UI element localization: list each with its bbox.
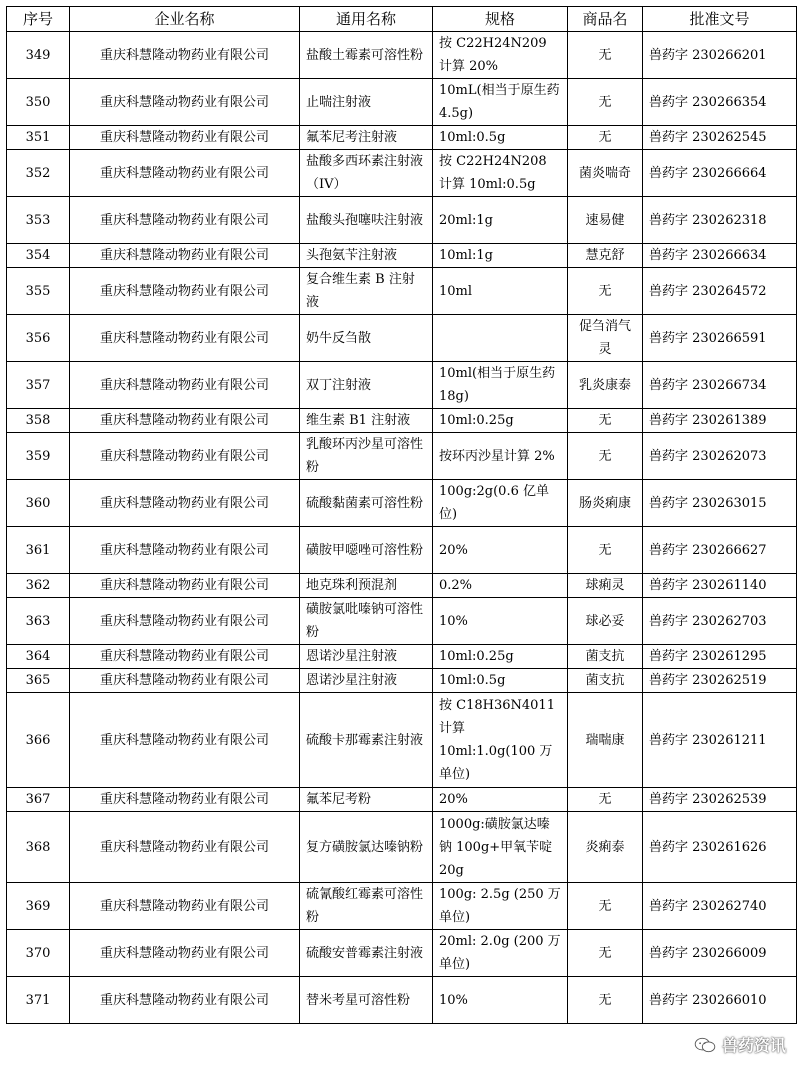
company-name: 重庆科慧隆动物药业有限公司 bbox=[70, 32, 300, 79]
generic-name: 恩诺沙星注射液 bbox=[300, 645, 433, 669]
specification: 20% bbox=[433, 527, 568, 574]
approval-number: 兽药字 230266354 bbox=[643, 79, 797, 126]
brand-name: 炎痢泰 bbox=[568, 812, 643, 883]
company-name: 重庆科慧隆动物药业有限公司 bbox=[70, 693, 300, 788]
generic-name: 恩诺沙星注射液 bbox=[300, 669, 433, 693]
company-name: 重庆科慧隆动物药业有限公司 bbox=[70, 883, 300, 930]
generic-name: 复方磺胺氯达嗪钠粉 bbox=[300, 812, 433, 883]
company-name: 重庆科慧隆动物药业有限公司 bbox=[70, 598, 300, 645]
header-no: 序号 bbox=[7, 7, 70, 32]
brand-name: 无 bbox=[568, 126, 643, 150]
approval-number: 兽药字 230262519 bbox=[643, 669, 797, 693]
table-row bbox=[7, 812, 797, 883]
company-name: 重庆科慧隆动物药业有限公司 bbox=[70, 930, 300, 977]
row-number: 355 bbox=[7, 268, 70, 315]
table-row bbox=[7, 480, 797, 527]
approval-number: 兽药字 230264572 bbox=[643, 268, 797, 315]
generic-name: 氟苯尼考粉 bbox=[300, 788, 433, 812]
specification: 10ml:0.25g bbox=[433, 409, 568, 433]
approval-number: 兽药字 230266009 bbox=[643, 930, 797, 977]
approval-number: 兽药字 230266010 bbox=[643, 977, 797, 1024]
brand-name: 球必妥 bbox=[568, 598, 643, 645]
approval-number: 兽药字 230262539 bbox=[643, 788, 797, 812]
approval-number: 兽药字 230262740 bbox=[643, 883, 797, 930]
brand-name: 无 bbox=[568, 977, 643, 1024]
company-name: 重庆科慧隆动物药业有限公司 bbox=[70, 574, 300, 598]
table-row bbox=[7, 788, 797, 812]
generic-name: 磺胺甲噁唑可溶性粉 bbox=[300, 527, 433, 574]
table-row bbox=[7, 598, 797, 645]
specification: 10ml:0.25g bbox=[433, 645, 568, 669]
brand-name: 无 bbox=[568, 930, 643, 977]
row-number: 354 bbox=[7, 244, 70, 268]
table-row bbox=[7, 574, 797, 598]
brand-name: 无 bbox=[568, 409, 643, 433]
row-number: 356 bbox=[7, 315, 70, 362]
brand-name: 慧克舒 bbox=[568, 244, 643, 268]
row-number: 371 bbox=[7, 977, 70, 1024]
row-number: 362 bbox=[7, 574, 70, 598]
header-generic-name: 通用名称 bbox=[300, 7, 433, 32]
table-row bbox=[7, 150, 797, 197]
brand-name: 无 bbox=[568, 883, 643, 930]
row-number: 351 bbox=[7, 126, 70, 150]
approval-number: 兽药字 230266591 bbox=[643, 315, 797, 362]
table-row bbox=[7, 645, 797, 669]
specification: 1000g:磺胺氯达嗪钠 100g+甲氧苄啶 20g bbox=[433, 812, 568, 883]
table-row bbox=[7, 268, 797, 315]
approval-number: 兽药字 230261211 bbox=[643, 693, 797, 788]
specification: 按环丙沙星计算 2% bbox=[433, 433, 568, 480]
specification: 20ml: 2.0g (200 万单位) bbox=[433, 930, 568, 977]
company-name: 重庆科慧隆动物药业有限公司 bbox=[70, 126, 300, 150]
table-row bbox=[7, 315, 797, 362]
approval-number: 兽药字 230266634 bbox=[643, 244, 797, 268]
header-company: 企业名称 bbox=[70, 7, 300, 32]
generic-name: 硫酸黏菌素可溶性粉 bbox=[300, 480, 433, 527]
generic-name: 乳酸环丙沙星可溶性粉 bbox=[300, 433, 433, 480]
approval-number: 兽药字 230266734 bbox=[643, 362, 797, 409]
generic-name: 盐酸头孢噻呋注射液 bbox=[300, 197, 433, 244]
specification: 10ml:0.5g bbox=[433, 669, 568, 693]
specification: 0.2% bbox=[433, 574, 568, 598]
specification: 10ml:1g bbox=[433, 244, 568, 268]
brand-name: 乳炎康泰 bbox=[568, 362, 643, 409]
specification: 10ml(相当于原生药 18g) bbox=[433, 362, 568, 409]
row-number: 370 bbox=[7, 930, 70, 977]
specification: 20% bbox=[433, 788, 568, 812]
generic-name: 磺胺氯吡嗪钠可溶性粉 bbox=[300, 598, 433, 645]
company-name: 重庆科慧隆动物药业有限公司 bbox=[70, 977, 300, 1024]
brand-name: 菌支抗 bbox=[568, 669, 643, 693]
company-name: 重庆科慧隆动物药业有限公司 bbox=[70, 409, 300, 433]
row-number: 366 bbox=[7, 693, 70, 788]
brand-name: 无 bbox=[568, 527, 643, 574]
approval-number: 兽药字 230266201 bbox=[643, 32, 797, 79]
generic-name: 双丁注射液 bbox=[300, 362, 433, 409]
table-row bbox=[7, 693, 797, 788]
table-row bbox=[7, 79, 797, 126]
approval-number: 兽药字 230266627 bbox=[643, 527, 797, 574]
specification: 按 C22H24N208 计算 10ml:0.5g bbox=[433, 150, 568, 197]
generic-name: 地克珠利预混剂 bbox=[300, 574, 433, 598]
specification: 100g: 2.5g (250 万单位) bbox=[433, 883, 568, 930]
generic-name: 氟苯尼考注射液 bbox=[300, 126, 433, 150]
generic-name: 硫酸卡那霉素注射液 bbox=[300, 693, 433, 788]
generic-name: 复合维生素 B 注射液 bbox=[300, 268, 433, 315]
company-name: 重庆科慧隆动物药业有限公司 bbox=[70, 480, 300, 527]
generic-name: 硫酸安普霉素注射液 bbox=[300, 930, 433, 977]
document-page bbox=[6, 6, 797, 1024]
specification: 10ml bbox=[433, 268, 568, 315]
table-row bbox=[7, 930, 797, 977]
watermark-text: 兽药资讯 bbox=[721, 1036, 786, 1055]
generic-name: 奶牛反刍散 bbox=[300, 315, 433, 362]
generic-name: 止喘注射液 bbox=[300, 79, 433, 126]
drug-approval-table bbox=[6, 6, 797, 1024]
brand-name: 无 bbox=[568, 79, 643, 126]
specification: 20ml:1g bbox=[433, 197, 568, 244]
row-number: 360 bbox=[7, 480, 70, 527]
brand-name: 菌支抗 bbox=[568, 645, 643, 669]
brand-name: 无 bbox=[568, 433, 643, 480]
brand-name: 无 bbox=[568, 268, 643, 315]
row-number: 367 bbox=[7, 788, 70, 812]
company-name: 重庆科慧隆动物药业有限公司 bbox=[70, 645, 300, 669]
wechat-icon bbox=[694, 1037, 716, 1053]
generic-name: 头孢氨苄注射液 bbox=[300, 244, 433, 268]
approval-number: 兽药字 230266664 bbox=[643, 150, 797, 197]
company-name: 重庆科慧隆动物药业有限公司 bbox=[70, 244, 300, 268]
brand-name: 瑞喘康 bbox=[568, 693, 643, 788]
table-row bbox=[7, 527, 797, 574]
brand-name: 球痢灵 bbox=[568, 574, 643, 598]
header-brand: 商品名 bbox=[568, 7, 643, 32]
row-number: 368 bbox=[7, 812, 70, 883]
specification: 10% bbox=[433, 977, 568, 1024]
generic-name: 硫氰酸红霉素可溶性粉 bbox=[300, 883, 433, 930]
company-name: 重庆科慧隆动物药业有限公司 bbox=[70, 812, 300, 883]
specification: 10% bbox=[433, 598, 568, 645]
table-row bbox=[7, 669, 797, 693]
watermark bbox=[694, 1033, 786, 1056]
generic-name: 替米考星可溶性粉 bbox=[300, 977, 433, 1024]
approval-number: 兽药字 230261140 bbox=[643, 574, 797, 598]
row-number: 361 bbox=[7, 527, 70, 574]
company-name: 重庆科慧隆动物药业有限公司 bbox=[70, 150, 300, 197]
header-approval: 批准文号 bbox=[643, 7, 797, 32]
table-row bbox=[7, 197, 797, 244]
company-name: 重庆科慧隆动物药业有限公司 bbox=[70, 268, 300, 315]
row-number: 364 bbox=[7, 645, 70, 669]
brand-name: 无 bbox=[568, 32, 643, 79]
specification: 100g:2g(0.6 亿单位) bbox=[433, 480, 568, 527]
specification: 10ml:0.5g bbox=[433, 126, 568, 150]
generic-name: 维生素 B1 注射液 bbox=[300, 409, 433, 433]
table-row bbox=[7, 362, 797, 409]
table-row bbox=[7, 977, 797, 1024]
company-name: 重庆科慧隆动物药业有限公司 bbox=[70, 788, 300, 812]
specification: 按 C22H24N209 计算 20% bbox=[433, 32, 568, 79]
generic-name: 盐酸土霉素可溶性粉 bbox=[300, 32, 433, 79]
approval-number: 兽药字 230262703 bbox=[643, 598, 797, 645]
company-name: 重庆科慧隆动物药业有限公司 bbox=[70, 197, 300, 244]
row-number: 350 bbox=[7, 79, 70, 126]
header-spec: 规格 bbox=[433, 7, 568, 32]
specification bbox=[433, 315, 568, 362]
company-name: 重庆科慧隆动物药业有限公司 bbox=[70, 527, 300, 574]
table-row bbox=[7, 433, 797, 480]
table-row bbox=[7, 32, 797, 79]
table-row bbox=[7, 883, 797, 930]
company-name: 重庆科慧隆动物药业有限公司 bbox=[70, 669, 300, 693]
company-name: 重庆科慧隆动物药业有限公司 bbox=[70, 362, 300, 409]
row-number: 359 bbox=[7, 433, 70, 480]
row-number: 365 bbox=[7, 669, 70, 693]
generic-name: 盐酸多西环素注射液（IV） bbox=[300, 150, 433, 197]
approval-number: 兽药字 230261295 bbox=[643, 645, 797, 669]
table-row bbox=[7, 244, 797, 268]
row-number: 352 bbox=[7, 150, 70, 197]
brand-name: 肠炎痢康 bbox=[568, 480, 643, 527]
company-name: 重庆科慧隆动物药业有限公司 bbox=[70, 433, 300, 480]
approval-number: 兽药字 230262318 bbox=[643, 197, 797, 244]
row-number: 353 bbox=[7, 197, 70, 244]
brand-name: 菌炎喘奇 bbox=[568, 150, 643, 197]
approval-number: 兽药字 230262545 bbox=[643, 126, 797, 150]
row-number: 349 bbox=[7, 32, 70, 79]
row-number: 358 bbox=[7, 409, 70, 433]
company-name: 重庆科慧隆动物药业有限公司 bbox=[70, 79, 300, 126]
approval-number: 兽药字 230261389 bbox=[643, 409, 797, 433]
brand-name: 速易健 bbox=[568, 197, 643, 244]
company-name: 重庆科慧隆动物药业有限公司 bbox=[70, 315, 300, 362]
row-number: 369 bbox=[7, 883, 70, 930]
header-row bbox=[7, 7, 797, 32]
row-number: 363 bbox=[7, 598, 70, 645]
specification: 按 C18H36N4011 计算 10ml:1.0g(100 万单位) bbox=[433, 693, 568, 788]
row-number: 357 bbox=[7, 362, 70, 409]
brand-name: 无 bbox=[568, 788, 643, 812]
table-row bbox=[7, 409, 797, 433]
specification: 10mL(相当于原生药 4.5g) bbox=[433, 79, 568, 126]
approval-number: 兽药字 230261626 bbox=[643, 812, 797, 883]
table-row bbox=[7, 126, 797, 150]
approval-number: 兽药字 230263015 bbox=[643, 480, 797, 527]
brand-name: 促刍消气灵 bbox=[568, 315, 643, 362]
approval-number: 兽药字 230262073 bbox=[643, 433, 797, 480]
